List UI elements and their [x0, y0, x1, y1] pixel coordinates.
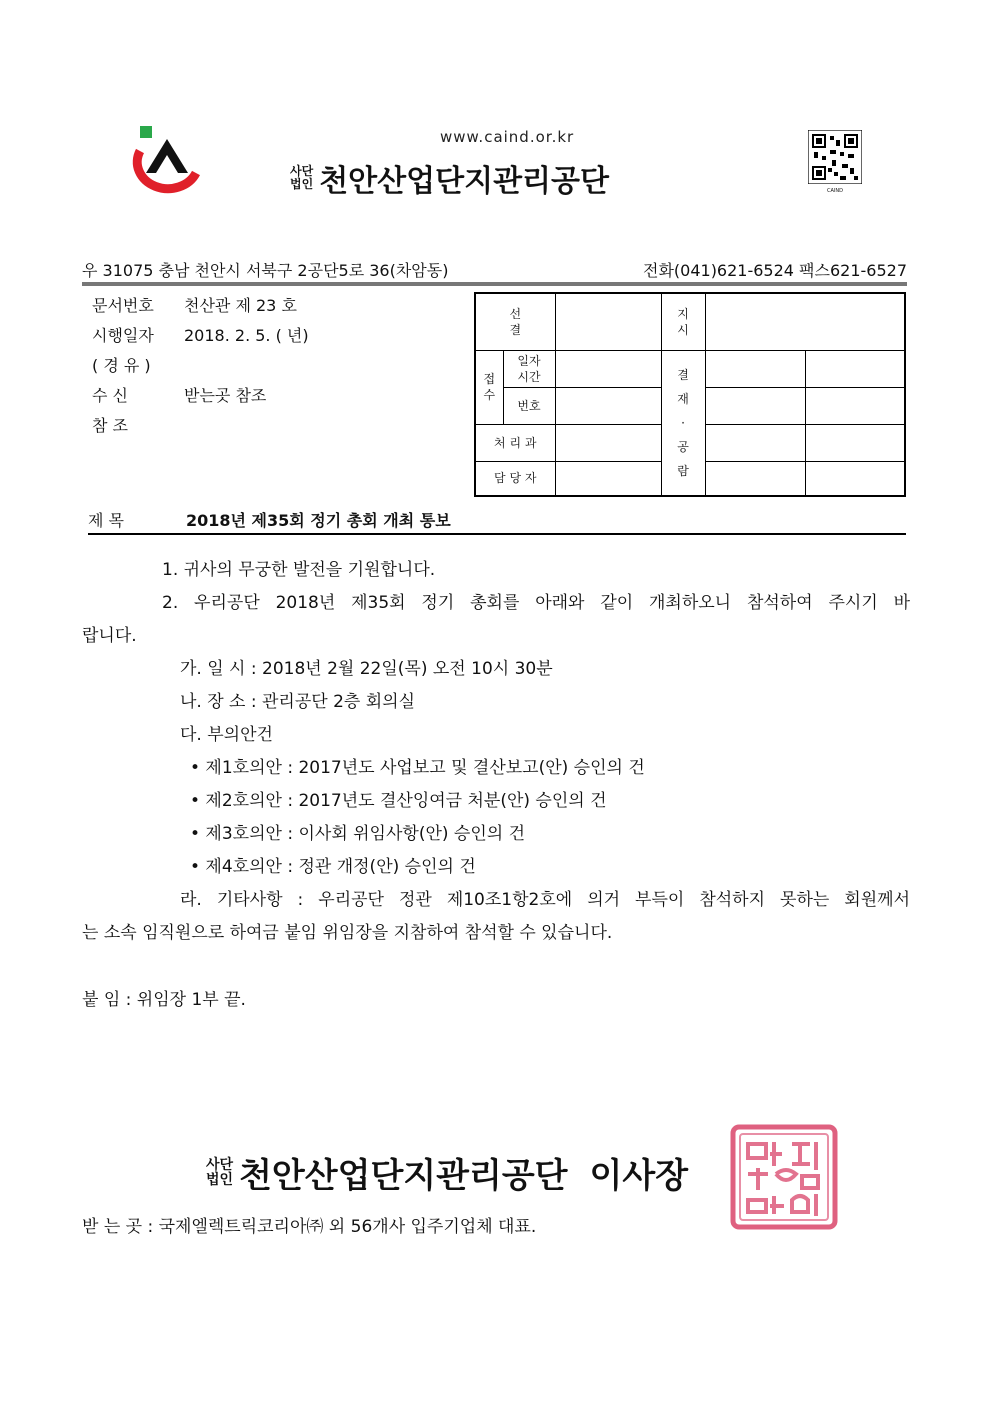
approval-cell [555, 461, 661, 496]
approval-label-jisi: 지 시 [661, 293, 705, 350]
org-title [290, 158, 609, 198]
recipients-line: 받 는 곳 : 국제엘렉트릭코리아㈜ 외 56개사 입주기업체 대표. [82, 1217, 537, 1237]
signature-prefix-bottom: 법인 [206, 1171, 234, 1188]
paragraph-2-line-1: 2. 우리공단 2018년 제35회 정기 총회를 아래와 같이 개최하오니 참석하여 주시기 바 [162, 593, 910, 613]
paragraph-2-line-2: 랍니다. [82, 626, 137, 646]
contact-info: 전화(041)621-6524 팩스621-6527 [643, 261, 907, 280]
agenda-item: • 제2호의안 : 2017년도 결산잉여금 처분(안) 승인의 건 [190, 791, 607, 811]
approval-cell [705, 461, 805, 496]
item-place: 나. 장 소 : 관리공단 2층 회의실 [180, 692, 416, 712]
approval-label-number: 번호 [503, 387, 555, 424]
signature-org-name: 천안산업단지관리공단 [239, 1156, 568, 1196]
approval-cell [705, 293, 905, 350]
approval-label-datetime: 일자 시간 [503, 350, 555, 387]
address-bar [82, 258, 907, 281]
approval-label-sungyeol: 선 결 [475, 293, 555, 350]
approval-cell [555, 387, 661, 424]
item-agenda-heading: 다. 부의안건 [180, 725, 273, 745]
official-seal [730, 1124, 838, 1230]
meta-value: 받는곳 참조 [184, 386, 267, 405]
approval-cell [705, 387, 805, 424]
signature-prefix [206, 1158, 233, 1188]
meta-via [92, 353, 184, 376]
signature-block [206, 1148, 688, 1197]
meta-label: 참 조 [92, 416, 128, 435]
approval-cell [805, 461, 905, 496]
subject-label: 제 목 [88, 511, 124, 530]
approval-label-department: 처 리 과 [475, 424, 555, 461]
logo-black-peak [146, 139, 188, 173]
meta-label: 수 신 [92, 386, 128, 405]
item-datetime: 가. 일 시 : 2018년 2월 22일(목) 오전 10시 30분 [180, 659, 553, 679]
address: 우 31075 충남 천안시 서북구 2공단5로 36(차암동) [82, 261, 449, 280]
meta-issue-date [92, 323, 309, 346]
meta-label: 문서번호 [92, 296, 154, 315]
signature-title: 이사장 [589, 1156, 689, 1196]
approval-cell [805, 350, 905, 387]
header-divider [82, 282, 907, 286]
approval-cell [555, 293, 661, 350]
item-other-line-1: 라. 기타사항 : 우리공단 정관 제10조1항2호에 의거 부득이 참석하지 못하는 회원께서 [180, 890, 910, 910]
meta-doc-number [92, 293, 297, 316]
qr-code-icon [808, 130, 862, 184]
agenda-item: • 제4호의안 : 정관 개정(안) 승인의 건 [190, 857, 476, 877]
subject-value: 2018년 제35회 정기 총회 개최 통보 [186, 511, 451, 530]
attachment-line: 붙 임 : 위임장 1부 끝. [82, 990, 246, 1010]
qr-code [808, 130, 862, 192]
approval-label-person: 담 당 자 [475, 461, 555, 496]
subject-underline [88, 533, 906, 535]
logo-green-square [140, 126, 152, 138]
approval-cell [555, 350, 661, 387]
approval-cell [805, 424, 905, 461]
subject-row [88, 508, 906, 531]
signature-prefix-top: 사단 [206, 1156, 234, 1173]
meta-value: 천산관 제 23 호 [184, 296, 297, 315]
agenda-item: • 제3호의안 : 이사회 위임사항(안) 승인의 건 [190, 824, 526, 844]
org-prefix-top: 사단 [290, 164, 314, 178]
approval-cell [705, 350, 805, 387]
approval-cell [555, 424, 661, 461]
paragraph-1: 1. 귀사의 무궁한 발전을 기원합니다. [162, 560, 436, 580]
qr-label: CAIND [827, 188, 843, 194]
meta-recipient [92, 383, 266, 406]
approval-label-gyeoljae: 결 재 · 공 람 [661, 350, 705, 496]
org-name: 천안산업단지관리공단 [319, 164, 609, 199]
meta-reference [92, 413, 184, 436]
logo-red-arc [137, 151, 196, 189]
org-logo [120, 125, 202, 197]
meta-value: 2018. 2. 5. ( 년) [184, 326, 309, 345]
meta-label: 시행일자 [92, 326, 154, 345]
approval-label-jeopsu: 접 수 [475, 350, 503, 424]
approval-table [474, 292, 906, 497]
website-url: www.caind.or.kr [440, 128, 575, 146]
approval-cell [805, 387, 905, 424]
item-other-line-2: 는 소속 임직원으로 하여금 붙임 위임장을 지참하여 참석할 수 있습니다. [82, 923, 613, 943]
meta-label: ( 경 유 ) [92, 356, 151, 375]
org-prefix [290, 165, 313, 191]
org-prefix-bottom: 법인 [290, 177, 314, 191]
agenda-item: • 제1호의안 : 2017년도 사업보고 및 결산보고(안) 승인의 건 [190, 758, 645, 778]
approval-cell [705, 424, 805, 461]
